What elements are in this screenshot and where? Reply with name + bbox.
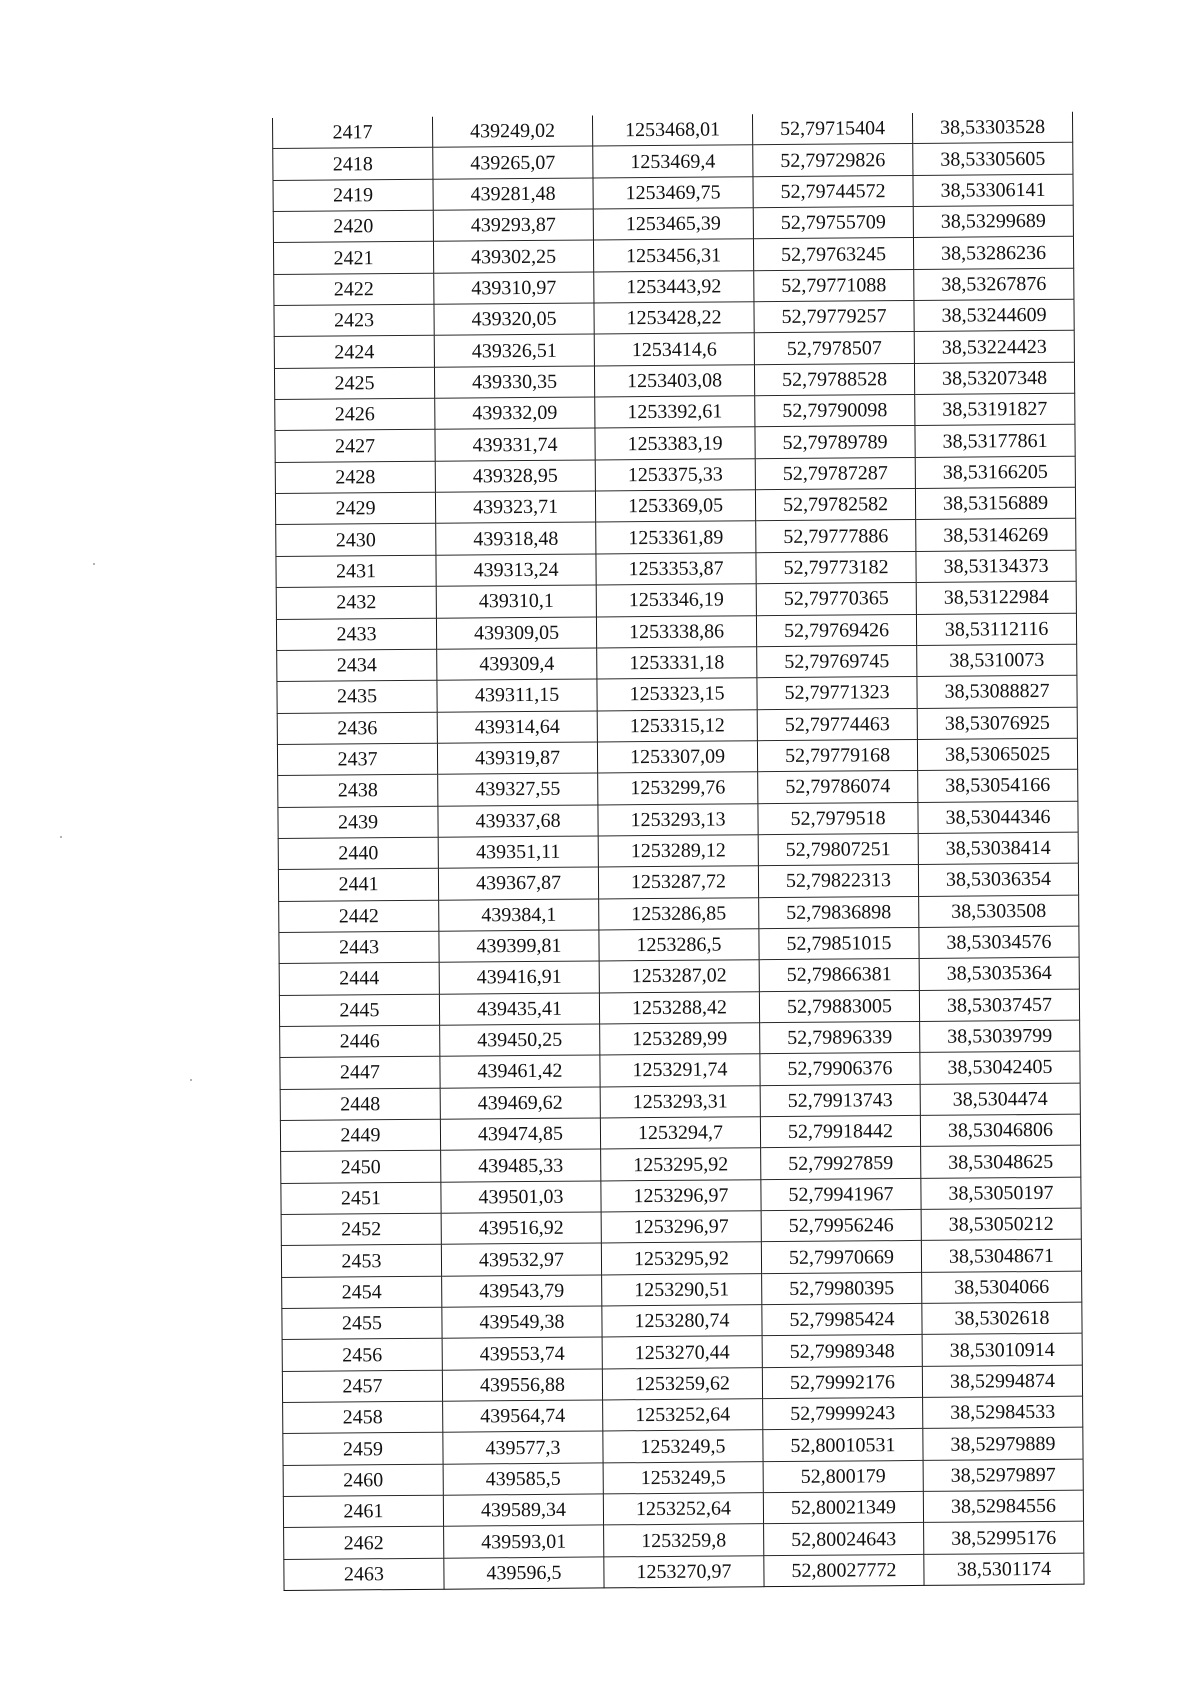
x-coordinate-cell: 439577,3 [443,1431,603,1464]
point-number-cell: 2439 [278,806,438,839]
longitude-cell: 38,5310073 [917,644,1077,677]
y-coordinate-cell: 1253291,74 [600,1054,760,1087]
scan-artifact-dot [190,1079,192,1081]
y-coordinate-cell: 1253456,31 [593,239,753,272]
latitude-cell: 52,7979518 [758,802,918,835]
longitude-cell: 38,5304066 [922,1271,1082,1304]
y-coordinate-cell: 1253468,01 [592,114,752,146]
longitude-cell: 38,53299689 [913,205,1073,238]
y-coordinate-cell: 1253353,87 [596,553,756,586]
point-number-cell: 2438 [278,774,438,807]
point-number-cell: 2441 [278,868,438,901]
latitude-cell: 52,79883005 [759,990,919,1023]
y-coordinate-cell: 1253287,72 [598,866,758,899]
latitude-cell: 52,80024643 [764,1523,924,1556]
point-number-cell: 2450 [281,1151,441,1184]
y-coordinate-cell: 1253295,92 [601,1242,761,1275]
y-coordinate-cell: 1253375,33 [595,458,755,491]
table-row [284,1553,1084,1591]
y-coordinate-cell: 1253286,5 [599,929,759,962]
latitude-cell: 52,79913743 [760,1084,920,1117]
point-number-cell: 2454 [282,1276,442,1309]
x-coordinate-cell: 439319,87 [437,742,597,775]
x-coordinate-cell: 439309,05 [436,616,596,649]
latitude-cell: 52,79777886 [756,520,916,553]
x-coordinate-cell: 439469,62 [440,1087,600,1120]
x-coordinate-cell: 439532,97 [441,1243,601,1276]
longitude-cell: 38,53035364 [919,957,1079,990]
longitude-cell: 38,53048625 [921,1146,1081,1179]
y-coordinate-cell: 1253295,92 [601,1148,761,1181]
point-number-cell: 2428 [275,461,435,494]
latitude-cell: 52,79763245 [753,238,913,271]
x-coordinate-cell: 439450,25 [440,1024,600,1057]
longitude-cell: 38,53038414 [918,832,1078,865]
y-coordinate-cell: 1253414,6 [594,333,754,366]
longitude-cell: 38,53305605 [913,143,1073,176]
point-number-cell: 2426 [275,398,435,431]
longitude-cell: 38,53244609 [914,299,1074,332]
point-number-cell: 2419 [273,179,433,212]
x-coordinate-cell: 439302,25 [433,240,593,273]
point-number-cell: 2445 [279,994,439,1027]
y-coordinate-cell: 1253270,97 [604,1555,764,1588]
latitude-cell: 52,79769426 [756,614,916,647]
latitude-cell: 52,79989348 [762,1335,922,1368]
y-coordinate-cell: 1253293,31 [600,1085,760,1118]
x-coordinate-cell: 439331,74 [435,428,595,461]
longitude-cell: 38,53076925 [917,707,1077,740]
point-number-cell: 2443 [279,931,439,964]
longitude-cell: 38,5304474 [920,1083,1080,1116]
point-number-cell: 2425 [274,367,434,400]
latitude-cell: 52,79786074 [758,771,918,804]
point-number-cell: 2433 [276,618,436,651]
y-coordinate-cell: 1253249,5 [603,1430,763,1463]
longitude-cell: 38,53303528 [912,112,1072,144]
point-number-cell: 2432 [276,586,436,619]
latitude-cell: 52,79774463 [757,708,917,741]
latitude-cell: 52,79956246 [761,1209,921,1242]
point-number-cell: 2420 [273,210,433,243]
latitude-cell: 52,79918442 [760,1115,920,1148]
longitude-cell: 38,53039799 [920,1020,1080,1053]
y-coordinate-cell: 1253346,19 [596,584,756,617]
longitude-cell: 38,53044346 [918,801,1078,834]
x-coordinate-cell: 439249,02 [432,115,592,147]
point-number-cell: 2442 [279,900,439,933]
x-coordinate-cell: 439589,34 [443,1494,603,1527]
y-coordinate-cell: 1253331,18 [597,647,757,680]
longitude-cell: 38,53050197 [921,1177,1081,1210]
latitude-cell: 52,7978507 [754,332,914,365]
latitude-cell: 52,800179 [763,1460,923,1493]
y-coordinate-cell: 1253428,22 [594,302,754,335]
x-coordinate-cell: 439318,48 [436,522,596,555]
latitude-cell: 52,79822313 [758,865,918,898]
longitude-cell: 38,52984533 [923,1396,1083,1429]
latitude-cell: 52,79896339 [760,1021,920,1054]
x-coordinate-cell: 439596,5 [444,1557,604,1590]
longitude-cell: 38,53046806 [920,1114,1080,1147]
longitude-cell: 38,53207348 [914,362,1074,395]
point-number-cell: 2446 [280,1025,440,1058]
latitude-cell: 52,79770365 [756,583,916,616]
point-number-cell: 2424 [274,336,434,369]
latitude-cell: 52,79788528 [754,363,914,396]
x-coordinate-cell: 439265,07 [433,146,593,179]
latitude-cell: 52,79773182 [756,551,916,584]
y-coordinate-cell: 1253249,5 [603,1461,763,1494]
latitude-cell: 52,79851015 [759,927,919,960]
point-number-cell: 2455 [282,1307,442,1340]
y-coordinate-cell: 1253252,64 [603,1399,763,1432]
point-number-cell: 2440 [278,837,438,870]
longitude-cell: 38,53034576 [919,926,1079,959]
point-number-cell: 2452 [281,1213,441,1246]
longitude-cell: 38,53177861 [915,425,1075,458]
point-number-cell: 2448 [280,1088,440,1121]
x-coordinate-cell: 439367,87 [438,867,598,900]
longitude-cell: 38,5301174 [924,1553,1084,1586]
x-coordinate-cell: 439310,97 [434,272,594,305]
x-coordinate-cell: 439309,4 [437,648,597,681]
x-coordinate-cell: 439543,79 [442,1275,602,1308]
latitude-cell: 52,79771323 [757,677,917,710]
y-coordinate-cell: 1253465,39 [593,208,753,241]
latitude-cell: 52,79970669 [761,1241,921,1274]
longitude-cell: 38,53122984 [916,581,1076,614]
y-coordinate-cell: 1253290,51 [602,1273,762,1306]
x-coordinate-cell: 439564,74 [443,1400,603,1433]
y-coordinate-cell: 1253259,62 [602,1367,762,1400]
latitude-cell: 52,79985424 [762,1303,922,1336]
y-coordinate-cell: 1253392,61 [595,396,755,429]
y-coordinate-cell: 1253286,85 [599,897,759,930]
scan-artifact-dot [60,836,62,838]
longitude-cell: 38,53267876 [914,268,1074,301]
latitude-cell: 52,79771088 [754,269,914,302]
x-coordinate-cell: 439585,5 [443,1463,603,1496]
point-number-cell: 2462 [284,1527,444,1560]
coordinates-table-body [272,112,1084,1591]
y-coordinate-cell: 1253289,99 [600,1023,760,1056]
x-coordinate-cell: 439384,1 [439,899,599,932]
x-coordinate-cell: 439416,91 [439,961,599,994]
x-coordinate-cell: 439516,92 [441,1212,601,1245]
y-coordinate-cell: 1253294,7 [600,1117,760,1150]
longitude-cell: 38,53306141 [913,174,1073,207]
longitude-cell: 38,53010914 [922,1334,1082,1367]
point-number-cell: 2453 [281,1245,441,1278]
x-coordinate-cell: 439314,64 [437,710,597,743]
latitude-cell: 52,79744572 [753,175,913,208]
longitude-cell: 38,5302618 [922,1302,1082,1335]
x-coordinate-cell: 439313,24 [436,554,596,587]
x-coordinate-cell: 439281,48 [433,178,593,211]
x-coordinate-cell: 439332,09 [435,397,595,430]
x-coordinate-cell: 439327,55 [438,773,598,806]
latitude-cell: 52,79906376 [760,1053,920,1086]
y-coordinate-cell: 1253361,89 [596,521,756,554]
longitude-cell: 38,53156889 [915,487,1075,520]
point-number-cell: 2423 [274,304,434,337]
x-coordinate-cell: 439330,35 [434,366,594,399]
point-number-cell: 2434 [277,649,437,682]
latitude-cell: 52,79789789 [755,426,915,459]
longitude-cell: 38,53048671 [921,1240,1081,1273]
latitude-cell: 52,79992176 [762,1366,922,1399]
x-coordinate-cell: 439435,41 [439,993,599,1026]
longitude-cell: 38,53054166 [918,769,1078,802]
x-coordinate-cell: 439293,87 [433,209,593,242]
x-coordinate-cell: 439323,71 [435,491,595,524]
coordinates-table [272,112,1085,1591]
y-coordinate-cell: 1253469,4 [593,145,753,178]
x-coordinate-cell: 439553,74 [442,1337,602,1370]
point-number-cell: 2458 [283,1401,443,1434]
y-coordinate-cell: 1253252,64 [603,1493,763,1526]
x-coordinate-cell: 439474,85 [440,1118,600,1151]
point-number-cell: 2459 [283,1433,443,1466]
longitude-cell: 38,53050212 [921,1208,1081,1241]
point-number-cell: 2429 [275,492,435,525]
x-coordinate-cell: 439311,15 [437,679,597,712]
longitude-cell: 38,52995176 [924,1522,1084,1555]
longitude-cell: 38,53037457 [919,989,1079,1022]
latitude-cell: 52,79927859 [761,1147,921,1180]
latitude-cell: 52,79755709 [753,206,913,239]
y-coordinate-cell: 1253289,12 [598,835,758,868]
latitude-cell: 52,80010531 [763,1429,923,1462]
x-coordinate-cell: 439556,88 [442,1369,602,1402]
longitude-cell: 38,52979897 [923,1459,1083,1492]
point-number-cell: 2436 [277,712,437,745]
point-number-cell: 2435 [277,680,437,713]
y-coordinate-cell: 1253315,12 [597,709,757,742]
y-coordinate-cell: 1253469,75 [593,176,753,209]
latitude-cell: 52,79999243 [763,1398,923,1431]
x-coordinate-cell: 439593,01 [444,1525,604,1558]
longitude-cell: 38,52984556 [923,1490,1083,1523]
y-coordinate-cell: 1253369,05 [595,490,755,523]
y-coordinate-cell: 1253293,13 [598,803,758,836]
point-number-cell: 2427 [275,430,435,463]
point-number-cell: 2463 [284,1558,444,1591]
x-coordinate-cell: 439485,33 [441,1149,601,1182]
x-coordinate-cell: 439337,68 [438,805,598,838]
point-number-cell: 2430 [276,524,436,557]
y-coordinate-cell: 1253296,97 [601,1211,761,1244]
latitude-cell: 52,79729826 [753,144,913,177]
point-number-cell: 2461 [283,1495,443,1528]
y-coordinate-cell: 1253299,76 [598,772,758,805]
latitude-cell: 52,79836898 [759,896,919,929]
longitude-cell: 38,53191827 [915,393,1075,426]
latitude-cell: 52,79779168 [757,739,917,772]
x-coordinate-cell: 439326,51 [434,334,594,367]
latitude-cell: 52,80021349 [763,1492,923,1525]
longitude-cell: 38,53166205 [915,456,1075,489]
point-number-cell: 2449 [280,1119,440,1152]
latitude-cell: 52,80027772 [764,1554,924,1587]
longitude-cell: 38,52979889 [923,1428,1083,1461]
longitude-cell: 38,53065025 [917,738,1077,771]
longitude-cell: 38,53286236 [913,237,1073,270]
latitude-cell: 52,79715404 [752,113,912,145]
y-coordinate-cell: 1253280,74 [602,1305,762,1338]
y-coordinate-cell: 1253443,92 [594,270,754,303]
scan-artifact-dot [93,563,95,565]
point-number-cell: 2460 [283,1464,443,1497]
latitude-cell: 52,79807251 [758,833,918,866]
longitude-cell: 38,52994874 [922,1365,1082,1398]
latitude-cell: 52,79787287 [755,457,915,490]
y-coordinate-cell: 1253383,19 [595,427,755,460]
x-coordinate-cell: 439549,38 [442,1306,602,1339]
y-coordinate-cell: 1253270,44 [602,1336,762,1369]
point-number-cell: 2444 [279,962,439,995]
point-number-cell: 2457 [282,1370,442,1403]
latitude-cell: 52,79769745 [757,645,917,678]
point-number-cell: 2437 [277,743,437,776]
longitude-cell: 38,53112116 [916,613,1076,646]
y-coordinate-cell: 1253307,09 [597,741,757,774]
x-coordinate-cell: 439328,95 [435,460,595,493]
point-number-cell: 2447 [280,1057,440,1090]
x-coordinate-cell: 439399,81 [439,930,599,963]
y-coordinate-cell: 1253288,42 [599,991,759,1024]
x-coordinate-cell: 439501,03 [441,1181,601,1214]
point-number-cell: 2431 [276,555,436,588]
point-number-cell: 2421 [273,242,433,275]
latitude-cell: 52,79790098 [755,395,915,428]
point-number-cell: 2451 [281,1182,441,1215]
latitude-cell: 52,79782582 [755,489,915,522]
point-number-cell: 2418 [273,148,433,181]
y-coordinate-cell: 1253259,8 [604,1524,764,1557]
y-coordinate-cell: 1253338,86 [596,615,756,648]
y-coordinate-cell: 1253287,02 [599,960,759,993]
longitude-cell: 38,53088827 [917,675,1077,708]
point-number-cell: 2422 [274,273,434,306]
latitude-cell: 52,79941967 [761,1178,921,1211]
y-coordinate-cell: 1253296,97 [601,1179,761,1212]
y-coordinate-cell: 1253403,08 [594,364,754,397]
x-coordinate-cell: 439310,1 [436,585,596,618]
latitude-cell: 52,79980395 [762,1272,922,1305]
longitude-cell: 38,53224423 [914,331,1074,364]
longitude-cell: 38,5303508 [919,895,1079,928]
x-coordinate-cell: 439461,42 [440,1055,600,1088]
longitude-cell: 38,53036354 [918,863,1078,896]
point-number-cell: 2456 [282,1339,442,1372]
longitude-cell: 38,53042405 [920,1051,1080,1084]
y-coordinate-cell: 1253323,15 [597,678,757,711]
latitude-cell: 52,79779257 [754,301,914,334]
point-number-cell: 2417 [272,117,432,149]
x-coordinate-cell: 439351,11 [438,836,598,869]
longitude-cell: 38,53146269 [916,519,1076,552]
longitude-cell: 38,53134373 [916,550,1076,583]
x-coordinate-cell: 439320,05 [434,303,594,336]
latitude-cell: 52,79866381 [759,959,919,992]
